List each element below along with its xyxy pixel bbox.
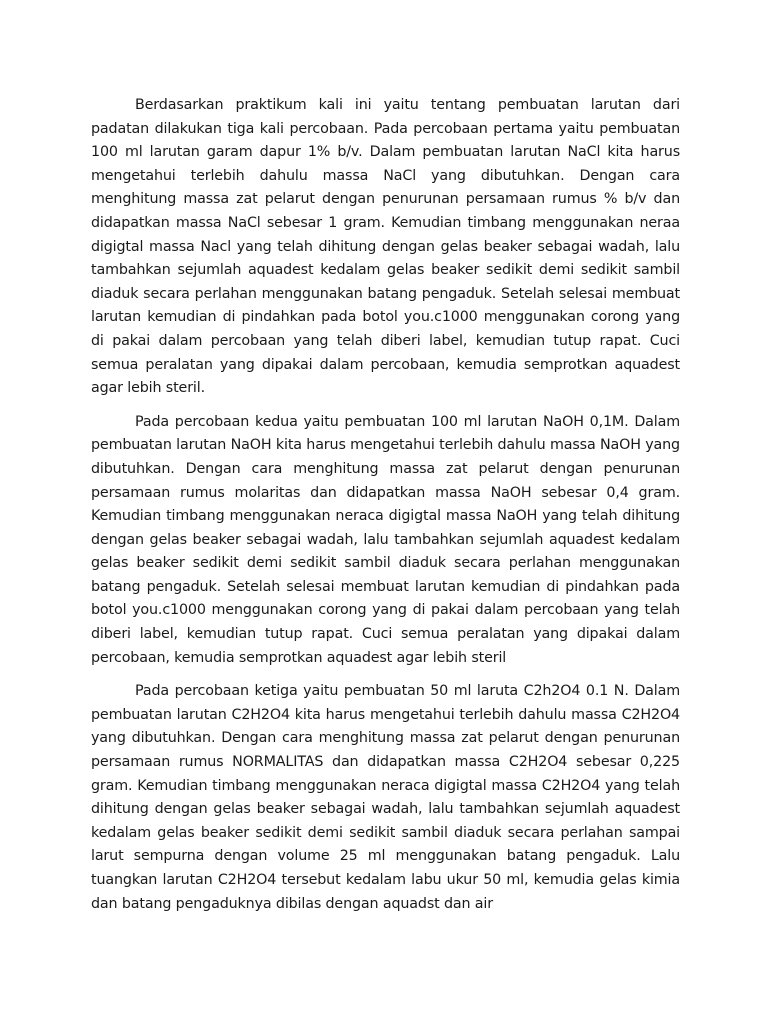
paragraph-third-experiment: Pada percobaan ketiga yaitu pembuatan 50 ml laruta C2h2O4 0.1 N. Dalam pembuatan larutan C2H2O4 kita harus mengetahui terlebih dahulu massa C2H2O4 yang dibutuhkan. Dengan cara menghitung massa zat pelarut dengan penurunan persamaan rumus NORMALITAS dan didapatkan massa C2H2O4 sebesar 0,225 gram. Kemudian timbang menggunakan neraca digigtal massa C2H2O4 yang telah dihitung dengan gelas beaker sebagai wadah, lalu tambahkan sejumlah aquadest kedalam gelas beaker sedikit demi sedikit sambil diaduk secara perlahan sampai larut sempurna dengan volume 25 ml menggunakan batang pengaduk. Lalu tuangkan larutan C2H2O4 tersebut kedalam labu ukur 50 ml, kemudia gelas kimia dan batang pengaduknya dibilas dengan aquadst dan air <box>91 683 680 912</box>
document-page <box>91 94 680 926</box>
paragraph-first-experiment: Berdasarkan praktikum kali ini yaitu tentang pembuatan larutan dari padatan dilakukan tiga kali percobaan. Pada percobaan pertama yaitu pembuatan 100 ml larutan garam dapur 1% b/v. Dalam pembuatan larutan NaCl kita harus mengetahui terlebih dahulu massa NaCl yang dibutuhkan. Dengan cara menghitung massa zat pelarut dengan penurunan persamaan rumus % b/v dan didapatkan massa NaCl sebesar 1 gram. Kemudian timbang menggunakan neraa digigtal massa Nacl yang telah dihitung dengan gelas beaker sebagai wadah, lalu tambahkan sejumlah aquadest kedalam gelas beaker sedikit demi sedikit sambil diaduk secara perlahan menggunakan batang pengaduk. Setelah selesai membuat larutan kemudian di pindahkan pada botol you.c1000 menggunakan corong yang di pakai dalam percobaan yang telah diberi label, kemudian tutup rapat. Cuci semua peralatan yang dipakai dalam percobaan, kemudia semprotkan aquadest agar lebih steril. <box>91 97 680 397</box>
paragraph-second-experiment: Pada percobaan kedua yaitu pembuatan 100 ml larutan NaOH 0,1M. Dalam pembuatan larutan NaOH kita harus mengetahui terlebih dahulu massa NaOH yang dibutuhkan. Dengan cara menghitung massa zat pelarut dengan penurunan persamaan rumus molaritas dan didapatkan massa NaOH sebesar 0,4 gram. Kemudian timbang menggunakan neraca digigtal massa NaOH yang telah dihitung dengan gelas beaker sebagai wadah, lalu tambahkan sejumlah aquadest kedalam gelas beaker sedikit demi sedikit sambil diaduk secara perlahan menggunakan batang pengaduk. Setelah selesai membuat larutan kemudian di pindahkan pada botol you.c1000 menggunakan corong yang di pakai dalam percobaan yang telah diberi label, kemudian tutup rapat. Cuci semua peralatan yang dipakai dalam percobaan, kemudia semprotkan aquadest agar lebih steril <box>91 413 680 666</box>
